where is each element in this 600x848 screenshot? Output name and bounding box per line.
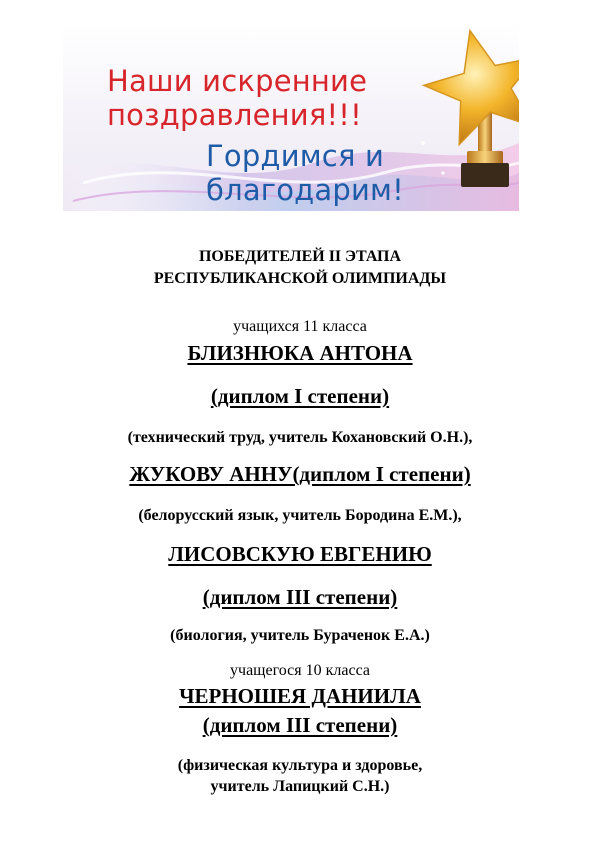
diploma-chernosheya: (диплом III степени) [202,713,398,737]
grade11-label: учащихся 11 класса [233,318,367,335]
banner-line-3: Гордимся и [206,139,385,173]
subject-bliznyuk: (технический труд, учитель Кохановский О.Н.), [127,429,473,446]
subject-chernosheya-line-1: (физическая культура и здоровье, [177,757,423,774]
student-name-chernosheya: ЧЕРНОШЕЯ ДАНИИЛА [179,684,421,708]
student-name-zhukova: ЖУКОВУ АННУ(диплом I степени) [129,462,471,486]
heading-line-2: РЕСПУБЛИКАНСКОЙ ОЛИМПИАДЫ [153,270,447,287]
congratulations-banner [63,23,519,211]
heading-line-1: ПОБЕДИТЕЛЕЙ II ЭТАПА [198,248,402,265]
diploma-lisovskaya: (диплом III степени) [202,585,398,609]
banner-line-4: благодарим! [206,173,404,207]
banner-line-2: поздравления!!! [107,98,362,132]
subject-chernosheya-line-2: учитель Лапицкий С.Н.) [210,778,390,795]
student-name-bliznyuk: БЛИЗНЮКА АНТОНА [187,341,413,365]
diploma-bliznyuk: (диплом I степени) [210,384,390,408]
subject-zhukova: (белорусский язык, учитель Бородина Е.М.), [138,507,462,524]
subject-lisovskaya: (биология, учитель Бураченок Е.А.) [170,627,430,644]
grade10-label: учащегося 10 класса [230,662,370,679]
banner-line-1: Наши искренние [107,64,368,98]
student-name-lisovskaya: ЛИСОВСКУЮ ЕВГЕНИЮ [168,542,432,566]
